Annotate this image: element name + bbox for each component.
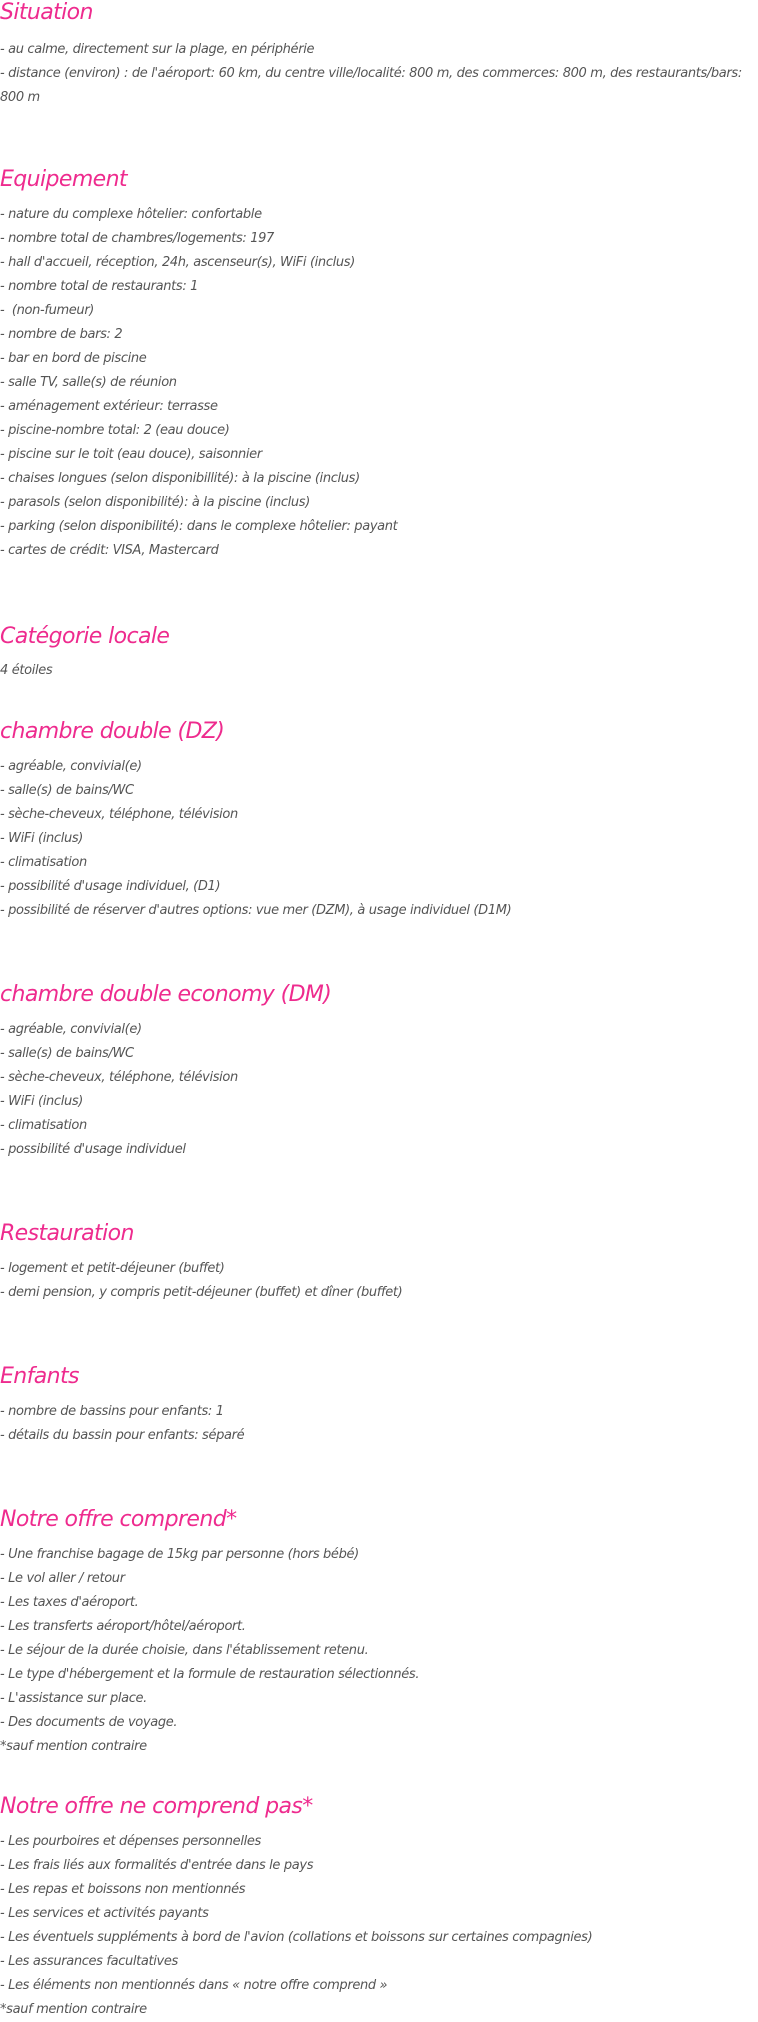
offre-ne-comprend-pas-list bbox=[0, 1830, 758, 2022]
list-item: - Les éléments non mentionnés dans « notre offre comprend » bbox=[0, 1978, 388, 1993]
equipement-list bbox=[0, 203, 758, 563]
list-item: - Les taxes d'aéroport. bbox=[0, 1595, 139, 1610]
list-item: - WiFi (inclus) bbox=[0, 1094, 84, 1109]
section-title-offre-comprend: Notre offre comprend* bbox=[0, 1507, 237, 1532]
list-item: - nature du complexe hôtelier: confortable bbox=[0, 207, 262, 222]
section-restauration bbox=[0, 1221, 758, 1305]
category-value: 4 étoiles bbox=[0, 663, 53, 678]
section-equipement bbox=[0, 167, 758, 563]
list-item: - Les frais liés aux formalités d'entrée dans le pays bbox=[0, 1858, 314, 1873]
chambre-dm-list bbox=[0, 1018, 758, 1162]
section-title-chambre-dz: chambre double (DZ) bbox=[0, 719, 225, 744]
section-chambre-dm bbox=[0, 982, 758, 1162]
section-situation bbox=[0, 0, 758, 110]
list-item: - Les transferts aéroport/hôtel/aéroport. bbox=[0, 1619, 246, 1634]
list-item: - (non-fumeur) bbox=[0, 303, 95, 318]
list-item: - Les services et activités payants bbox=[0, 1906, 209, 1921]
list-item: - possibilité de réserver d'autres options: vue mer (DZM), à usage individuel (D1M) bbox=[0, 903, 512, 918]
list-item: - agréable, convivial(e) bbox=[0, 1022, 142, 1037]
list-item: - sèche-cheveux, téléphone, télévision bbox=[0, 807, 238, 822]
footnote: *sauf mention contraire bbox=[0, 2002, 147, 2017]
list-item: - demi pension, y compris petit-déjeuner (buffet) et dîner (buffet) bbox=[0, 1285, 403, 1300]
list-item: - Le type d'hébergement et la formule de restauration sélectionnés. bbox=[0, 1667, 420, 1682]
list-item: - L'assistance sur place. bbox=[0, 1691, 147, 1706]
list-item: - nombre de bassins pour enfants: 1 bbox=[0, 1404, 224, 1419]
list-item: - possibilité d'usage individuel bbox=[0, 1142, 186, 1157]
list-item: - hall d'accueil, réception, 24h, ascenseur(s), WiFi (inclus) bbox=[0, 255, 355, 270]
list-item: - climatisation bbox=[0, 855, 87, 870]
list-item: - aménagement extérieur: terrasse bbox=[0, 399, 218, 414]
list-item: - salle TV, salle(s) de réunion bbox=[0, 375, 177, 390]
list-item: - Des documents de voyage. bbox=[0, 1715, 178, 1730]
list-item: - cartes de crédit: VISA, Mastercard bbox=[0, 543, 219, 558]
list-item: - Le vol aller / retour bbox=[0, 1571, 125, 1586]
enfants-list bbox=[0, 1400, 758, 1448]
list-item: - au calme, directement sur la plage, en périphérie bbox=[0, 42, 315, 57]
section-title-restauration: Restauration bbox=[0, 1221, 134, 1246]
list-item: - sèche-cheveux, téléphone, télévision bbox=[0, 1070, 238, 1085]
offre-comprend-list bbox=[0, 1543, 758, 1759]
section-title-situation: Situation bbox=[0, 0, 93, 25]
list-item: - Les éventuels suppléments à bord de l'avion (collations et boissons sur certaines compagnies) bbox=[0, 1930, 593, 1945]
list-item: - distance (environ) : de l'aéroport: 60 km, du centre ville/localité: 800 m, des commerces: 800 m, des restaurants/bars: 800 m bbox=[0, 66, 742, 105]
list-item: - Les pourboires et dépenses personnelles bbox=[0, 1834, 261, 1849]
list-item: - chaises longues (selon disponibillité): à la piscine (inclus) bbox=[0, 471, 360, 486]
section-title-equipement: Equipement bbox=[0, 167, 127, 192]
list-item: - Une franchise bagage de 15kg par personne (hors bébé) bbox=[0, 1547, 359, 1562]
list-item: - logement et petit-déjeuner (buffet) bbox=[0, 1261, 225, 1276]
list-item: - bar en bord de piscine bbox=[0, 351, 147, 366]
section-chambre-dz bbox=[0, 719, 758, 923]
section-title-categorie: Catégorie locale bbox=[0, 624, 170, 649]
chambre-dz-list bbox=[0, 755, 758, 923]
list-item: - Les assurances facultatives bbox=[0, 1954, 178, 1969]
section-offre-comprend bbox=[0, 1507, 758, 1759]
restauration-list bbox=[0, 1257, 758, 1305]
list-item: - nombre total de chambres/logements: 197 bbox=[0, 231, 274, 246]
list-item: - climatisation bbox=[0, 1118, 87, 1133]
list-item: - nombre total de restaurants: 1 bbox=[0, 279, 199, 294]
list-item: - salle(s) de bains/WC bbox=[0, 783, 134, 798]
section-enfants bbox=[0, 1364, 758, 1448]
list-item: - possibilité d'usage individuel, (D1) bbox=[0, 879, 221, 894]
list-item: - Les repas et boissons non mentionnés bbox=[0, 1882, 246, 1897]
situation-list bbox=[0, 38, 758, 110]
list-item: - salle(s) de bains/WC bbox=[0, 1046, 134, 1061]
footnote: *sauf mention contraire bbox=[0, 1739, 147, 1754]
list-item: - Le séjour de la durée choisie, dans l'établissement retenu. bbox=[0, 1643, 369, 1658]
section-offre-ne-comprend-pas bbox=[0, 1794, 758, 2022]
list-item: - nombre de bars: 2 bbox=[0, 327, 123, 342]
section-title-chambre-dm: chambre double economy (DM) bbox=[0, 982, 332, 1007]
list-item: - parking (selon disponibilité): dans le complexe hôtelier: payant bbox=[0, 519, 398, 534]
list-item: - WiFi (inclus) bbox=[0, 831, 84, 846]
list-item: - parasols (selon disponibilité): à la piscine (inclus) bbox=[0, 495, 310, 510]
list-item: - piscine sur le toit (eau douce), saisonnier bbox=[0, 447, 262, 462]
list-item: - détails du bassin pour enfants: séparé bbox=[0, 1428, 245, 1443]
list-item: - piscine-nombre total: 2 (eau douce) bbox=[0, 423, 230, 438]
section-title-offre-ne-comprend-pas: Notre offre ne comprend pas* bbox=[0, 1794, 313, 1819]
section-title-enfants: Enfants bbox=[0, 1364, 79, 1389]
section-categorie bbox=[0, 624, 758, 683]
list-item: - agréable, convivial(e) bbox=[0, 759, 142, 774]
